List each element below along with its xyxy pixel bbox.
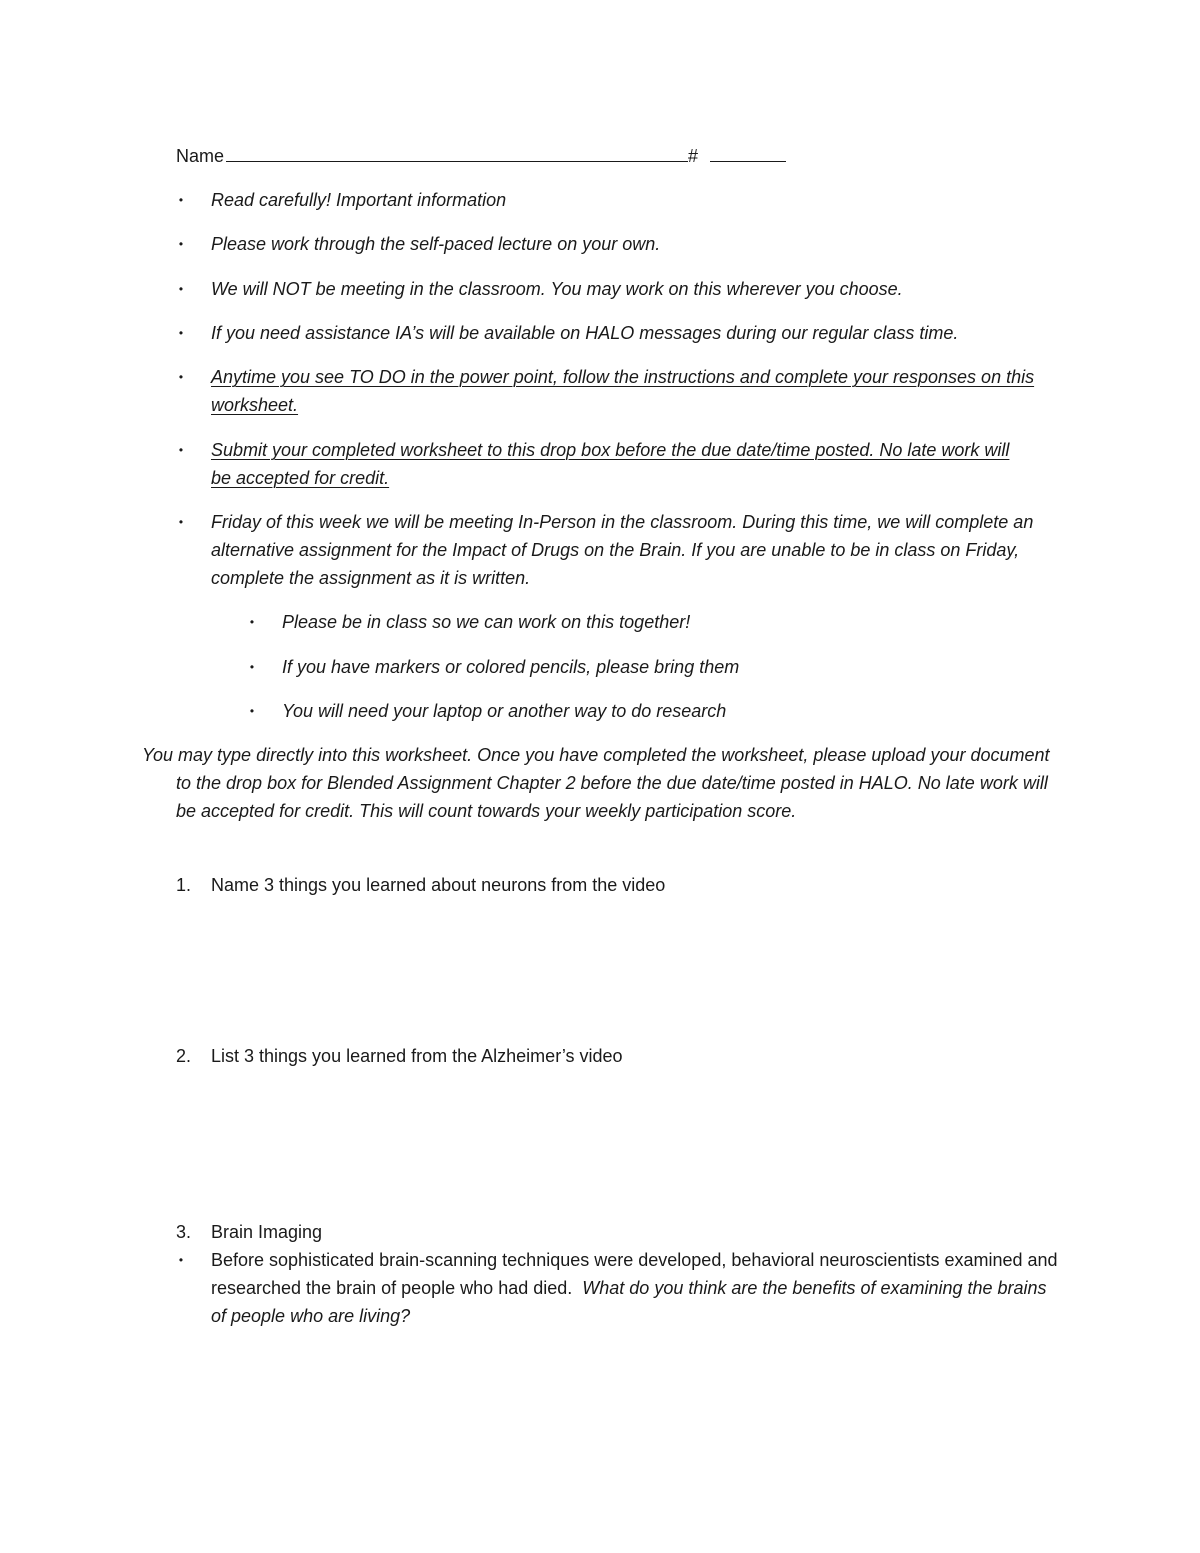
question-1-number: 1. — [176, 875, 192, 895]
brain-imaging-statement: Before sophisticated brain-scanning techniques were developed, behavioral neuroscientists examined and researched the brain of people who had died. — [211, 1250, 1058, 1298]
question-3-number: 3. — [176, 1222, 192, 1242]
instructions-paragraph: You may type directly into this worksheet. Once you have completed the worksheet, please upload your document to the drop box for Blended Assignment Chapter 2 before the due date/time posted in HALO. No late work will be accepted for credit. This will count towards your weekly participation score. — [142, 745, 1050, 821]
bullet-self-paced: Please work through the self-paced lecture on your own. — [211, 234, 661, 254]
name-number-line — [176, 142, 786, 170]
question-3-text: Brain Imaging — [211, 1222, 323, 1242]
bullet-read-carefully: Read carefully! Important information — [211, 190, 507, 210]
bullet-icon: • — [178, 282, 184, 296]
number-blank[interactable] — [710, 143, 786, 162]
question-2-text: List 3 things you learned from the Alzheimer’s video — [211, 1046, 623, 1066]
bullet-submit: Submit your completed worksheet to this drop box before the due date/time posted. No late work will be accepted for credit. — [211, 440, 1010, 488]
sub-bullet-be-in-class: Please be in class so we can work on this together! — [282, 612, 691, 632]
number-label: # — [688, 146, 699, 166]
bullet-icon: • — [178, 193, 184, 207]
bullet-icon: • — [249, 704, 255, 718]
name-blank[interactable] — [226, 143, 688, 162]
question-2-number: 2. — [176, 1046, 192, 1066]
sub-bullet-laptop: You will need your laptop or another way to do research — [282, 701, 727, 721]
bullet-icon: • — [178, 1253, 184, 1267]
bullet-icon: • — [178, 443, 184, 457]
bullet-icon: • — [249, 660, 255, 674]
bullet-icon: • — [249, 615, 255, 629]
bullet-icon: • — [178, 515, 184, 529]
bullet-icon: • — [178, 370, 184, 384]
bullet-icon: • — [178, 326, 184, 340]
bullet-assistance: If you need assistance IA’s will be available on HALO messages during our regular class time. — [211, 323, 959, 343]
bullet-friday: Friday of this week we will be meeting In-Person in the classroom. During this time, we will complete an alternative assignment for the Impact of Drugs on the Brain. If you are unable to be in class on Friday, complete the assignment as it is written. — [211, 512, 1034, 588]
brain-imaging-prompt — [211, 1246, 1061, 1330]
name-label: Name — [176, 146, 225, 166]
bullet-icon: • — [178, 237, 184, 251]
sub-bullet-markers: If you have markers or colored pencils, please bring them — [282, 657, 740, 677]
question-1-text: Name 3 things you learned about neurons from the video — [211, 875, 666, 895]
bullet-to-do: Anytime you see TO DO in the power point, follow the instructions and complete your responses on this worksheet. — [211, 367, 1035, 415]
brain-imaging-question: What do you think are the benefits of examining the brains of people who are living? — [211, 1278, 1047, 1326]
bullet-not-meeting: We will NOT be meeting in the classroom. You may work on this wherever you choose. — [211, 279, 903, 299]
